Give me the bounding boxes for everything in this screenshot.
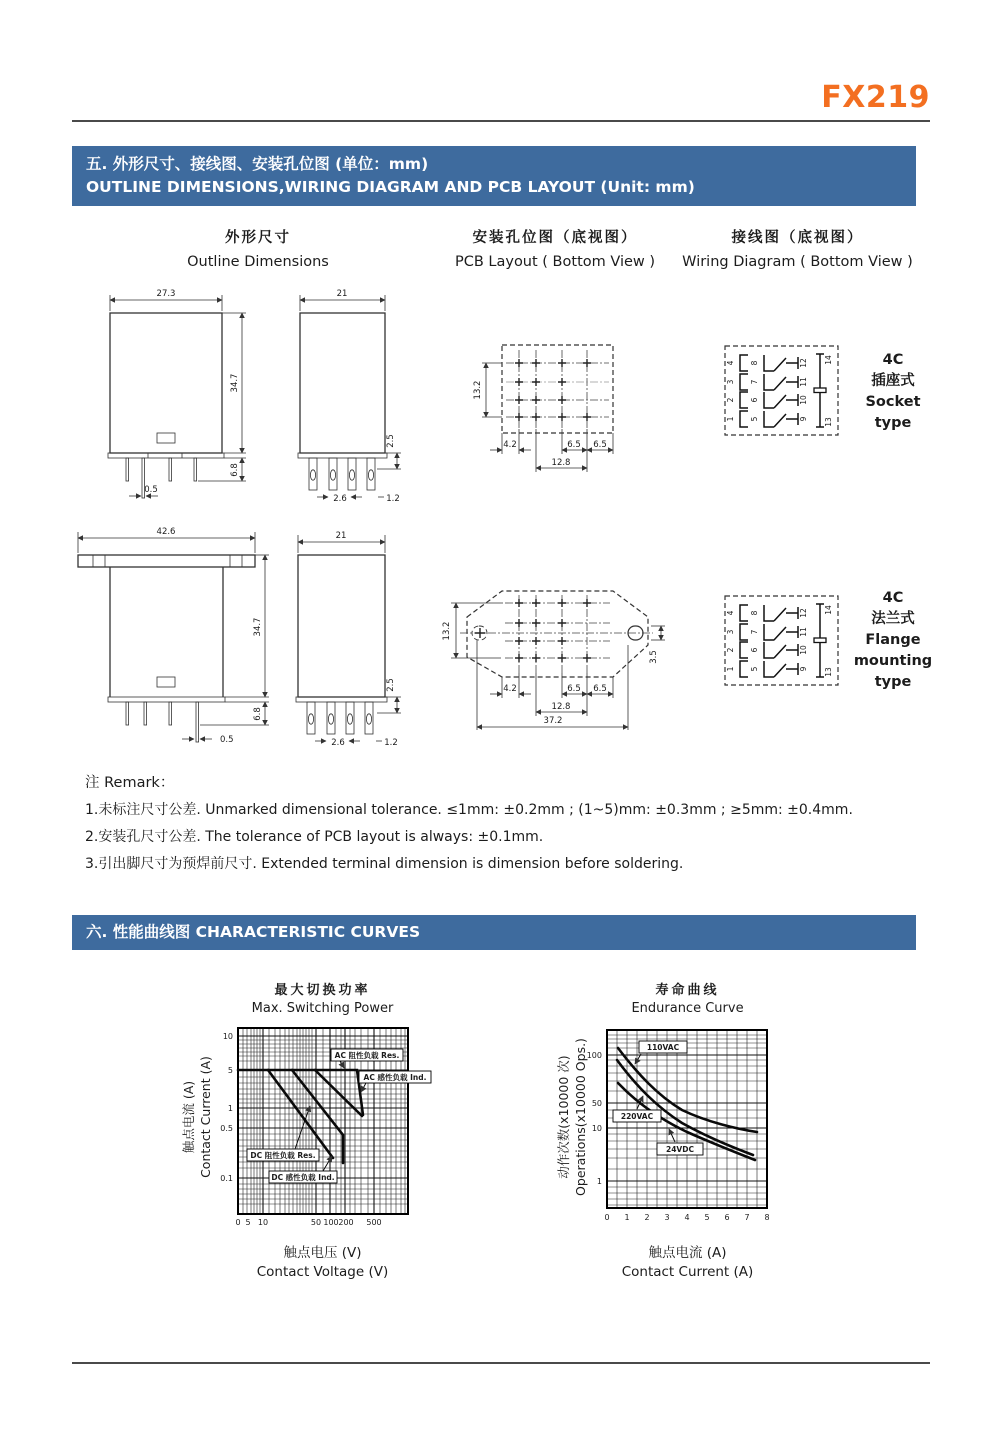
dimension-label: 34.7 [253,617,263,637]
dimension-label: 6.5 [593,684,607,694]
svg-text:3: 3 [726,629,735,635]
svg-text:1: 1 [227,1104,233,1113]
svg-text:8: 8 [750,360,759,366]
dimension-label: 6.5 [567,440,581,450]
svg-text:5: 5 [704,1213,710,1222]
chart2-y-axis-label: 动作次数(x10000 次) Operations(x10000 Ops.) [556,1038,588,1196]
svg-text:100: 100 [586,1051,602,1060]
dimension-label: 27.3 [156,289,176,299]
section5-banner [72,146,916,206]
svg-text:2: 2 [726,647,735,653]
svg-text:10: 10 [799,645,808,655]
outline-header-zh: 外形尺寸 [225,230,291,246]
svg-text:1: 1 [596,1177,602,1186]
chart2-title: 寿命曲线 Endurance Curve [631,983,744,1016]
svg-text:4: 4 [726,360,735,366]
svg-text:2: 2 [726,397,735,403]
dimension-label: 34.7 [230,373,240,393]
dimension-label: 2.6 [331,738,345,748]
series-label: AC 阻性负载 Res. [334,1051,400,1060]
wiring-header-zh: 接线图（底视图） [731,230,864,246]
svg-text:7: 7 [750,629,759,635]
svg-text:500: 500 [366,1218,382,1227]
pcb-layout-flange [435,570,725,745]
svg-text:7: 7 [750,379,759,385]
svg-text:12: 12 [799,608,808,618]
svg-text:4: 4 [684,1213,690,1222]
y-tick-labels [220,1032,233,1183]
header-divider [72,120,930,122]
dimension-label: 13.2 [442,621,452,641]
svg-text:11: 11 [799,377,808,387]
remark-item: 3.引出脚尺寸为预焊前尺寸. Extended terminal dimension is dimension before soldering. [85,856,684,872]
wiring-header-en: Wiring Diagram ( Bottom View ) [682,254,913,270]
dimension-label: 1.2 [386,494,400,504]
chart1-y-axis-label: 触点电流 (A) Contact Current (A) [181,1056,213,1178]
outline-drawing-socket [85,285,405,513]
svg-text:3: 3 [726,379,735,385]
dimension-label: 42.6 [156,527,176,537]
dimension-label: 3.5 [649,650,659,664]
dimension-label: 0.5 [144,485,158,495]
column-header-pcb [425,226,685,274]
svg-text:50: 50 [591,1099,602,1108]
svg-text:50: 50 [310,1218,322,1227]
svg-text:10: 10 [222,1032,233,1041]
x-tick-labels [235,1218,381,1227]
section5-title-en: OUTLINE DIMENSIONS,WIRING DIAGRAM AND PCB LAYOUT (Unit: mm) [86,178,695,196]
y-tick-labels [587,1051,602,1186]
remark-block [85,770,915,878]
svg-text:10: 10 [257,1218,269,1227]
svg-text:100: 100 [323,1218,339,1227]
svg-text:1: 1 [624,1213,630,1222]
svg-text:8: 8 [750,610,759,616]
svg-text:0.1: 0.1 [220,1174,233,1183]
svg-text:7: 7 [744,1213,750,1222]
svg-text:9: 9 [799,416,808,422]
dimension-label: 6.5 [593,440,607,450]
svg-text:10: 10 [591,1124,602,1133]
svg-text:6: 6 [724,1213,730,1222]
svg-text:5: 5 [227,1066,233,1075]
remark-title: 注 Remark： [85,775,175,791]
chart2-x-axis-label: 触点电流 (A) Contact Current (A) [621,1245,754,1280]
model-number: FX219 [821,80,930,115]
dimension-label: 21 [336,289,348,299]
svg-text:5: 5 [245,1218,251,1227]
outline-drawing-flange [60,520,420,765]
series-label: 24VDC [666,1145,694,1154]
svg-text:5: 5 [750,416,759,422]
dimension-label: 12.8 [551,458,571,468]
chart-endurance-curve [557,1025,787,1225]
dimension-label: 6.5 [567,684,581,694]
section6-title: 六. 性能曲线图 CHARACTERISTIC CURVES [86,923,421,941]
dimension-label: 12.8 [551,702,571,712]
column-header-outline [128,226,388,274]
dimension-label: 1.2 [384,738,398,748]
chart1-title: 最大切换功率 Max. Switching Power [251,983,394,1016]
svg-text:3: 3 [664,1213,670,1222]
series-label: DC 阻性负载 Res. [250,1151,316,1160]
svg-text:14: 14 [824,355,833,365]
dimension-label: 37.2 [543,716,563,726]
svg-text:1: 1 [726,416,735,422]
chart-max-switching-power [183,1023,431,1238]
pcb-header-zh: 安装孔位图（底视图） [472,230,638,246]
footer-divider [72,1362,930,1364]
svg-text:11: 11 [799,627,808,637]
dimension-label: 0.5 [220,735,234,745]
outline-header-en: Outline Dimensions [187,254,329,270]
remark-item: 1.未标注尺寸公差. Unmarked dimensional tolerance. ≤1mm: ±0.2mm ; (1~5)mm: ±0.3mm ; ≥5mm: ±0.4mm. [85,802,853,818]
pcb-layout-socket [440,330,700,490]
dimension-label: 6.8 [230,463,240,477]
dimension-label: 4.2 [503,684,517,694]
svg-text:6: 6 [750,397,759,403]
svg-text:5: 5 [750,666,759,672]
svg-text:13: 13 [824,667,833,677]
column-header-wiring [660,226,935,274]
svg-text:6: 6 [750,647,759,653]
svg-text:13: 13 [824,417,833,427]
remark-item: 2.安装孔尺寸公差. The tolerance of PCB layout is always: ±0.1mm. [85,829,544,845]
svg-text:1: 1 [726,666,735,672]
svg-text:200: 200 [338,1218,354,1227]
x-tick-labels [604,1213,769,1222]
type-label-flange: 4C 法兰式 Flange mounting type [853,590,933,690]
svg-text:12: 12 [799,358,808,368]
series-label: DC 感性负载 Ind. [271,1173,335,1182]
dimension-label: 2.5 [386,678,396,692]
pcb-header-en: PCB Layout ( Bottom View ) [454,254,656,270]
dimension-label: 6.8 [253,707,263,721]
chart1-x-axis-label: 触点电压 (V) Contact Voltage (V) [256,1245,389,1280]
svg-text:0: 0 [235,1218,241,1227]
svg-text:10: 10 [799,395,808,405]
dimension-label: 21 [335,531,347,541]
type-label-socket: 4C 插座式 Socket type [865,352,921,431]
section6-banner [72,915,916,950]
series-label: 220VAC [620,1112,654,1121]
svg-text:14: 14 [824,605,833,615]
svg-text:2: 2 [644,1213,650,1222]
section5-title-zh: 五. 外形尺寸、接线图、安装孔位图 (单位：mm) [86,155,429,173]
svg-text:9: 9 [799,666,808,672]
svg-text:0: 0 [604,1213,610,1222]
svg-text:8: 8 [764,1213,770,1222]
dimension-label: 4.2 [503,440,517,450]
dimension-label: 2.6 [333,494,347,504]
dimension-label: 13.2 [473,380,483,400]
series-label: 110VAC [646,1043,680,1052]
svg-text:0.5: 0.5 [220,1124,233,1133]
svg-text:4: 4 [726,610,735,616]
dimension-label: 2.5 [386,434,396,448]
series-label: AC 感性负载 Ind. [363,1073,427,1082]
